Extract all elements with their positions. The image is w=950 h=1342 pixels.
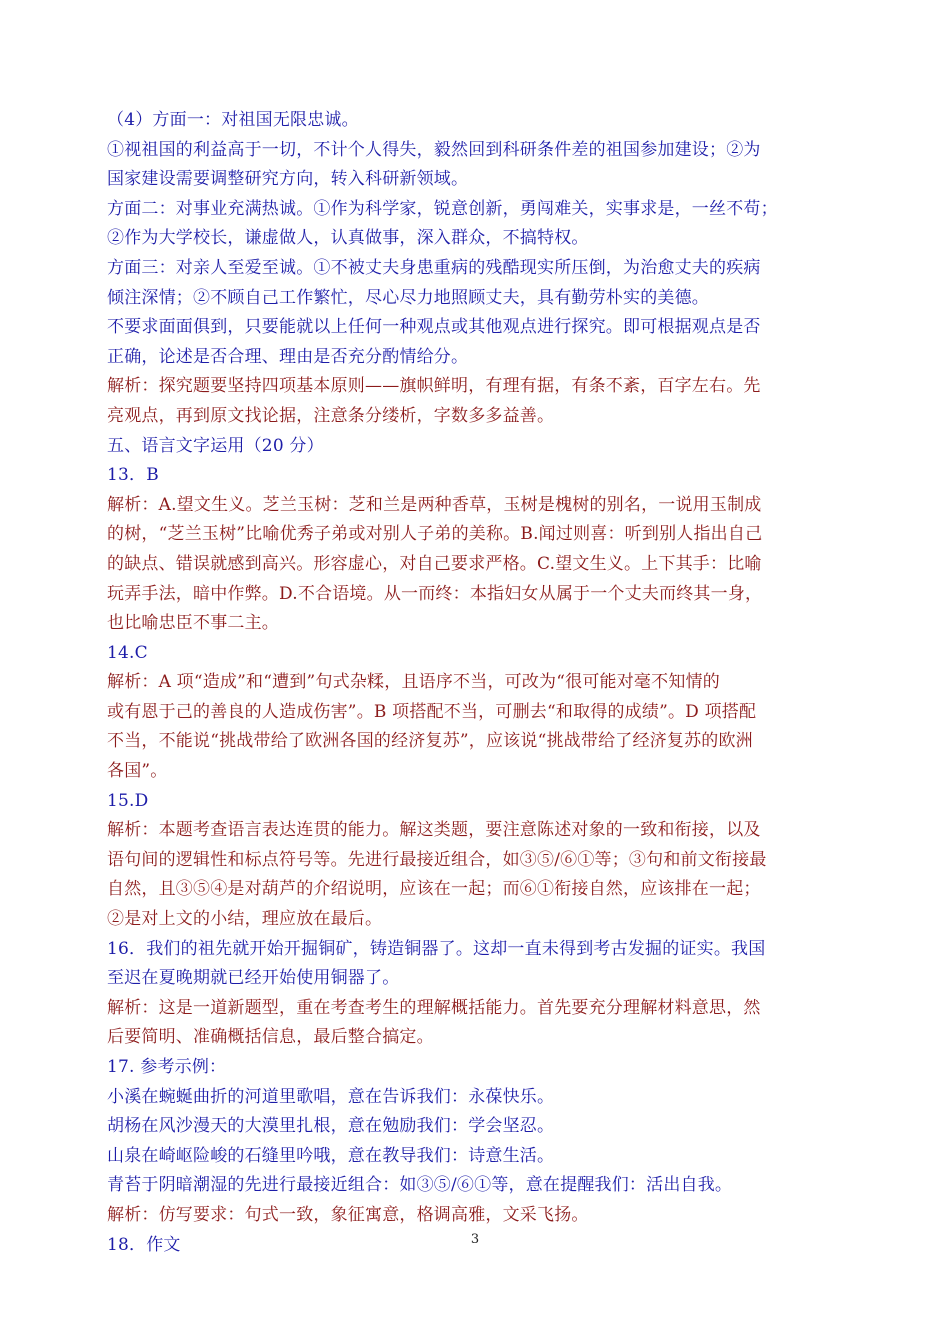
- explanation-line: 自然，且③⑤④是对葫芦的介绍说明，应该在一起；而⑥①衔接自然，应该排在一起；: [107, 879, 761, 900]
- answer-line: （4）方面一：对祖国无限忠诚。: [107, 110, 359, 130]
- answer-line: ①视祖国的利益高于一切，不计个人得失，毅然回到科研条件差的祖国参加建设；②为: [107, 139, 761, 160]
- explanation-line: 不当，不能说“挑战带给了欧洲各国的经济复苏”，应该说“挑战带给了经济复苏的欧洲: [107, 731, 753, 752]
- answer-line: 胡杨在风沙漫天的大漠里扎根，意在勉励我们：学会坚忍。: [107, 1116, 555, 1137]
- explanation-line: 语句间的逻辑性和标点符号等。先进行最接近组合，如③⑤/⑥①等；③句和前文衔接最: [107, 849, 767, 870]
- explanation-line: 解析：A 项“造成”和“遭到”句式杂糅，且语序不当，可改为“很可能对毫不知情的: [107, 672, 720, 693]
- answer-line: 五、语言文字运用（20 分）: [107, 435, 324, 456]
- answer-line: 小溪在蜿蜒曲折的河道里歌唱，意在告诉我们：永葆快乐。: [107, 1086, 555, 1107]
- answer-line: 山泉在崎岖险峻的石缝里吟哦，意在教导我们：诗意生活。: [107, 1145, 555, 1166]
- answer-line: 方面二：对事业充满热诚。①作为科学家，锐意创新，勇闯难关，实事求是，一丝不苟；: [107, 198, 778, 219]
- answer-line: ②作为大学校长，谦虚做人，认真做事，深入群众，不搞特权。: [107, 228, 589, 249]
- explanation-line: 的树，“芝兰玉树”比喻优秀子弟或对别人子弟的美称。B.闻过则喜：听到别人指出自己: [107, 524, 763, 545]
- answer-line: 青苔于阴暗潮湿的先进行最接近组合：如③⑤/⑥①等，意在提醒我们：活出自我。: [107, 1175, 733, 1196]
- answer-line: 17. 参考示例：: [107, 1057, 227, 1077]
- answer-line: 至迟在夏晚期就已经开始使用铜器了。: [107, 968, 400, 989]
- explanation-line: 玩弄手法，暗中作弊。D.不合语境。从一而终：本指妇女从属于一个丈夫而终其一身，: [107, 583, 763, 604]
- explanation-line: 也比喻忠臣不事二主。: [107, 613, 279, 634]
- answer-line: 18．作文: [107, 1234, 181, 1255]
- answer-line: 正确，论述是否合理、理由是否充分酌情给分。: [107, 346, 469, 367]
- answer-line: 15.D: [107, 790, 149, 811]
- explanation-line: ②是对上文的小结，理应放在最后。: [107, 909, 383, 930]
- answer-line: 13．B: [107, 465, 159, 486]
- explanation-line: 解析：这是一道新题型，重在考查考生的理解概括能力。首先要充分理解材料意思，然: [107, 997, 761, 1018]
- explanation-line: 的缺点、错误就感到高兴。形容虚心，对自己要求严格。C.望文生义。上下其手：比喻: [107, 553, 762, 574]
- explanation-line: 解析：仿写要求：句式一致，象征寓意，格调高雅，文采飞扬。: [107, 1204, 589, 1225]
- page-number: 3: [470, 1232, 480, 1247]
- explanation-line: 亮观点，再到原文找论据，注意条分缕析，字数多多益善。: [107, 405, 555, 426]
- answer-line: 方面三：对亲人至爱至诚。①不被丈夫身患重病的残酷现实所压倒，为治愈丈夫的疾病: [107, 257, 761, 278]
- answer-line: 14.C: [107, 642, 148, 663]
- answer-line: 倾注深情；②不顾自己工作繁忙，尽心尽力地照顾丈夫，具有勤劳朴实的美德。: [107, 287, 709, 308]
- explanation-line: 解析：A.望文生义。芝兰玉树：芝和兰是两种香草，玉树是槐树的别名，一说用玉制成: [107, 494, 762, 515]
- answer-line: 16．我们的祖先就开始开掘铜矿，铸造铜器了。这却一直未得到考古发掘的证实。我国: [107, 938, 766, 959]
- explanation-line: 或有恩于己的善良的人造成伤害”。B 项搭配不当，可删去“和取得的成绩”。D 项搭配: [107, 701, 757, 722]
- explanation-line: 各国”。: [107, 761, 168, 782]
- explanation-line: 解析：探究题要坚持四项基本原则——旗帜鲜明，有理有据，有条不紊，百字左右。先: [107, 376, 761, 397]
- answer-text-body: [107, 106, 847, 1260]
- explanation-line: 解析：本题考查语言表达连贯的能力。解这类题，要注意陈述对象的一致和衔接，以及: [107, 820, 761, 841]
- answer-line: 不要求面面俱到，只要能就以上任何一种观点或其他观点进行探究。即可根据观点是否: [107, 317, 761, 338]
- explanation-line: 后要简明、准确概括信息，最后整合搞定。: [107, 1027, 434, 1048]
- answer-line: 国家建设需要调整研究方向，转入科研新领域。: [107, 169, 469, 190]
